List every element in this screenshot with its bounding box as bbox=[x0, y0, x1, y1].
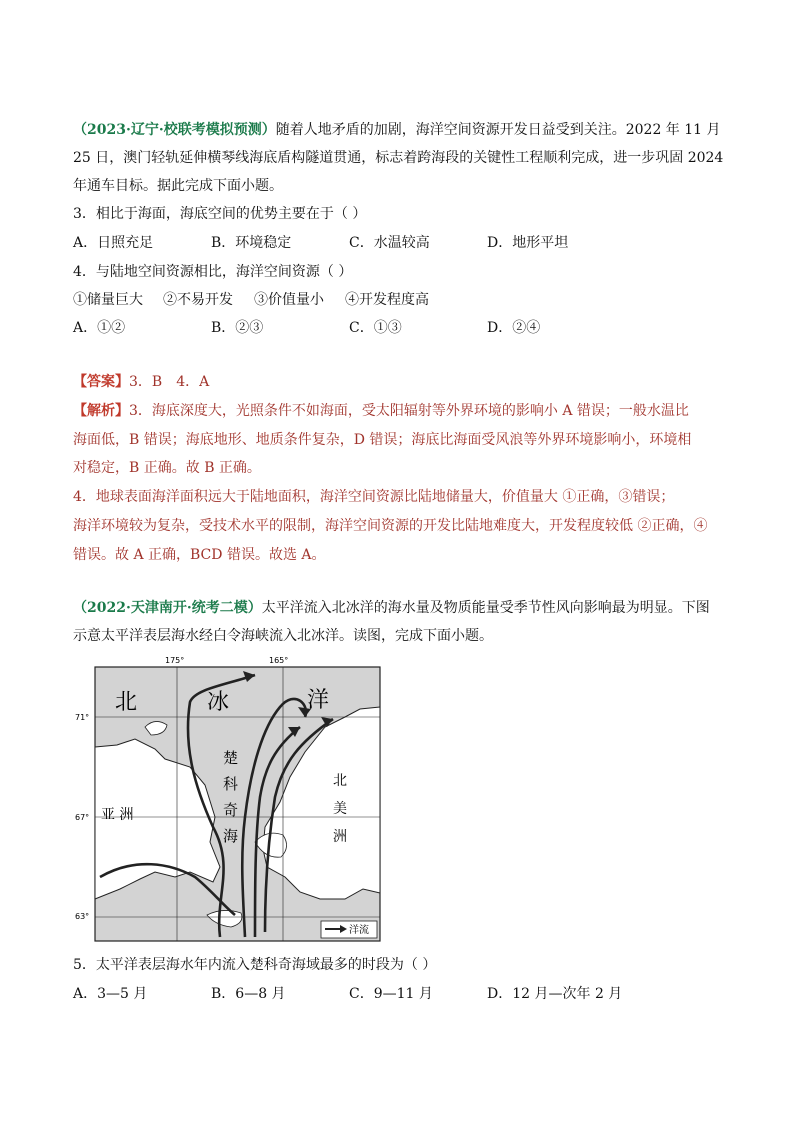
q3-option-b: B．环境稳定 bbox=[211, 235, 292, 251]
q3-option-a: A．日照充足 bbox=[73, 235, 154, 251]
q2-stem-line2: 示意太平洋表层海水经白令海峡流入北冰洋。读图，完成下面小题。 bbox=[73, 628, 493, 644]
q1-stem-line2: 25 日，澳门轻轨延伸横琴线海底盾构隧道贯通，标志着跨海段的关键性工程顺利完成，进一步巩固 2024 bbox=[73, 150, 724, 166]
q4-option-c: C．①③ bbox=[349, 320, 402, 336]
question-4: 4．与陆地空间资源相比，海洋空间资源（ ） bbox=[73, 264, 353, 280]
analysis-line4: 4．地球表面海洋面积远大于陆地面积，海洋空间资源比陆地储量大，价值量大 ①正确，③错误； bbox=[73, 489, 675, 505]
q2-source: （2022·天津南开·统考二模） bbox=[73, 600, 262, 616]
q5-option-a: A．3—5 月 bbox=[73, 986, 148, 1002]
asia-label: 亚 洲 bbox=[101, 807, 134, 823]
q4-item-1: ①储量巨大 bbox=[73, 292, 143, 308]
answer-text: 3．B 4．A bbox=[129, 374, 210, 390]
q5-option-d: D．12 月—次年 2 月 bbox=[487, 986, 623, 1002]
analysis-line3: 对稳定，B 正确。故 B 正确。 bbox=[73, 460, 261, 476]
lat-label-67: 67° bbox=[75, 813, 90, 822]
q3-option-c: C．水温较高 bbox=[349, 235, 430, 251]
q1-stem-line1: （2023·辽宁·校联考模拟预测）随着人地矛盾的加剧，海洋空间资源开发日益受到关注。2022 年 11 月 bbox=[73, 122, 721, 138]
analysis-line1: 【解析】3．海底深度大，光照条件不如海面，受太阳辐射等外界环境的影响小 A 错误；一般水温比 bbox=[73, 403, 689, 419]
sea-label-char-1: 楚 bbox=[223, 749, 239, 767]
lat-label-63: 63° bbox=[75, 912, 90, 921]
analysis-line6: 错误。故 A 正确，BCD 错误。故选 A。 bbox=[73, 547, 326, 563]
q1-stem-line3: 年通车目标。据此完成下面小题。 bbox=[73, 178, 283, 194]
na-label-char-3: 洲 bbox=[333, 829, 347, 845]
ocean-label-char-3: 洋 bbox=[307, 688, 330, 713]
na-label-char-1: 北 bbox=[333, 773, 347, 789]
analysis-line5: 海洋环境较为复杂，受技术水平的限制，海洋空间资源的开发比陆地难度大，开发程度较低 ②正确，④ bbox=[73, 518, 708, 534]
analysis-label: 【解析】 bbox=[73, 403, 129, 419]
analysis-line2: 海面低，B 错误；海底地形、地质条件复杂，D 错误；海底比海面受风浪等外界环境影响小，环境相 bbox=[73, 432, 692, 448]
question-3: 3．相比于海面，海底空间的优势主要在于（ ） bbox=[73, 206, 367, 222]
na-label-char-2: 美 bbox=[333, 801, 347, 817]
lat-label-71: 71° bbox=[75, 713, 90, 722]
q4-option-b: B．②③ bbox=[211, 320, 264, 336]
ocean-label-char-1: 北 bbox=[115, 690, 138, 715]
q5-option-b: B．6—8 月 bbox=[211, 986, 286, 1002]
sea-label-char-2: 科 bbox=[223, 775, 239, 793]
q4-item-2: ②不易开发 bbox=[163, 292, 233, 308]
q4-option-a: A．①② bbox=[73, 320, 126, 336]
q2-stem-line1: （2022·天津南开·统考二模）太平洋流入北冰洋的海水量及物质能量受季节性风向影响最为明显。下图 bbox=[73, 600, 710, 616]
lon-label-165: 165° bbox=[269, 656, 289, 665]
q4-item-4: ④开发程度高 bbox=[345, 292, 429, 308]
q4-item-3: ③价值量小 bbox=[254, 292, 324, 308]
sea-label-char-4: 海 bbox=[223, 827, 239, 845]
answer-line bbox=[73, 372, 209, 392]
sea-label-char-3: 奇 bbox=[223, 801, 239, 819]
q3-option-d: D．地形平坦 bbox=[487, 235, 569, 251]
legend-label: 洋流 bbox=[349, 925, 369, 936]
bering-strait-map bbox=[73, 655, 393, 945]
ocean-label-char-2: 冰 bbox=[207, 690, 230, 715]
question-5: 5．太平洋表层海水年内流入楚科奇海域最多的时段为（ ） bbox=[73, 957, 437, 973]
q4-option-d: D．②④ bbox=[487, 320, 541, 336]
q1-source: （2023·辽宁·校联考模拟预测） bbox=[73, 122, 276, 138]
lon-label-175: 175° bbox=[165, 656, 185, 665]
q5-option-c: C．9—11 月 bbox=[349, 986, 433, 1002]
answer-label: 【答案】 bbox=[73, 374, 129, 390]
